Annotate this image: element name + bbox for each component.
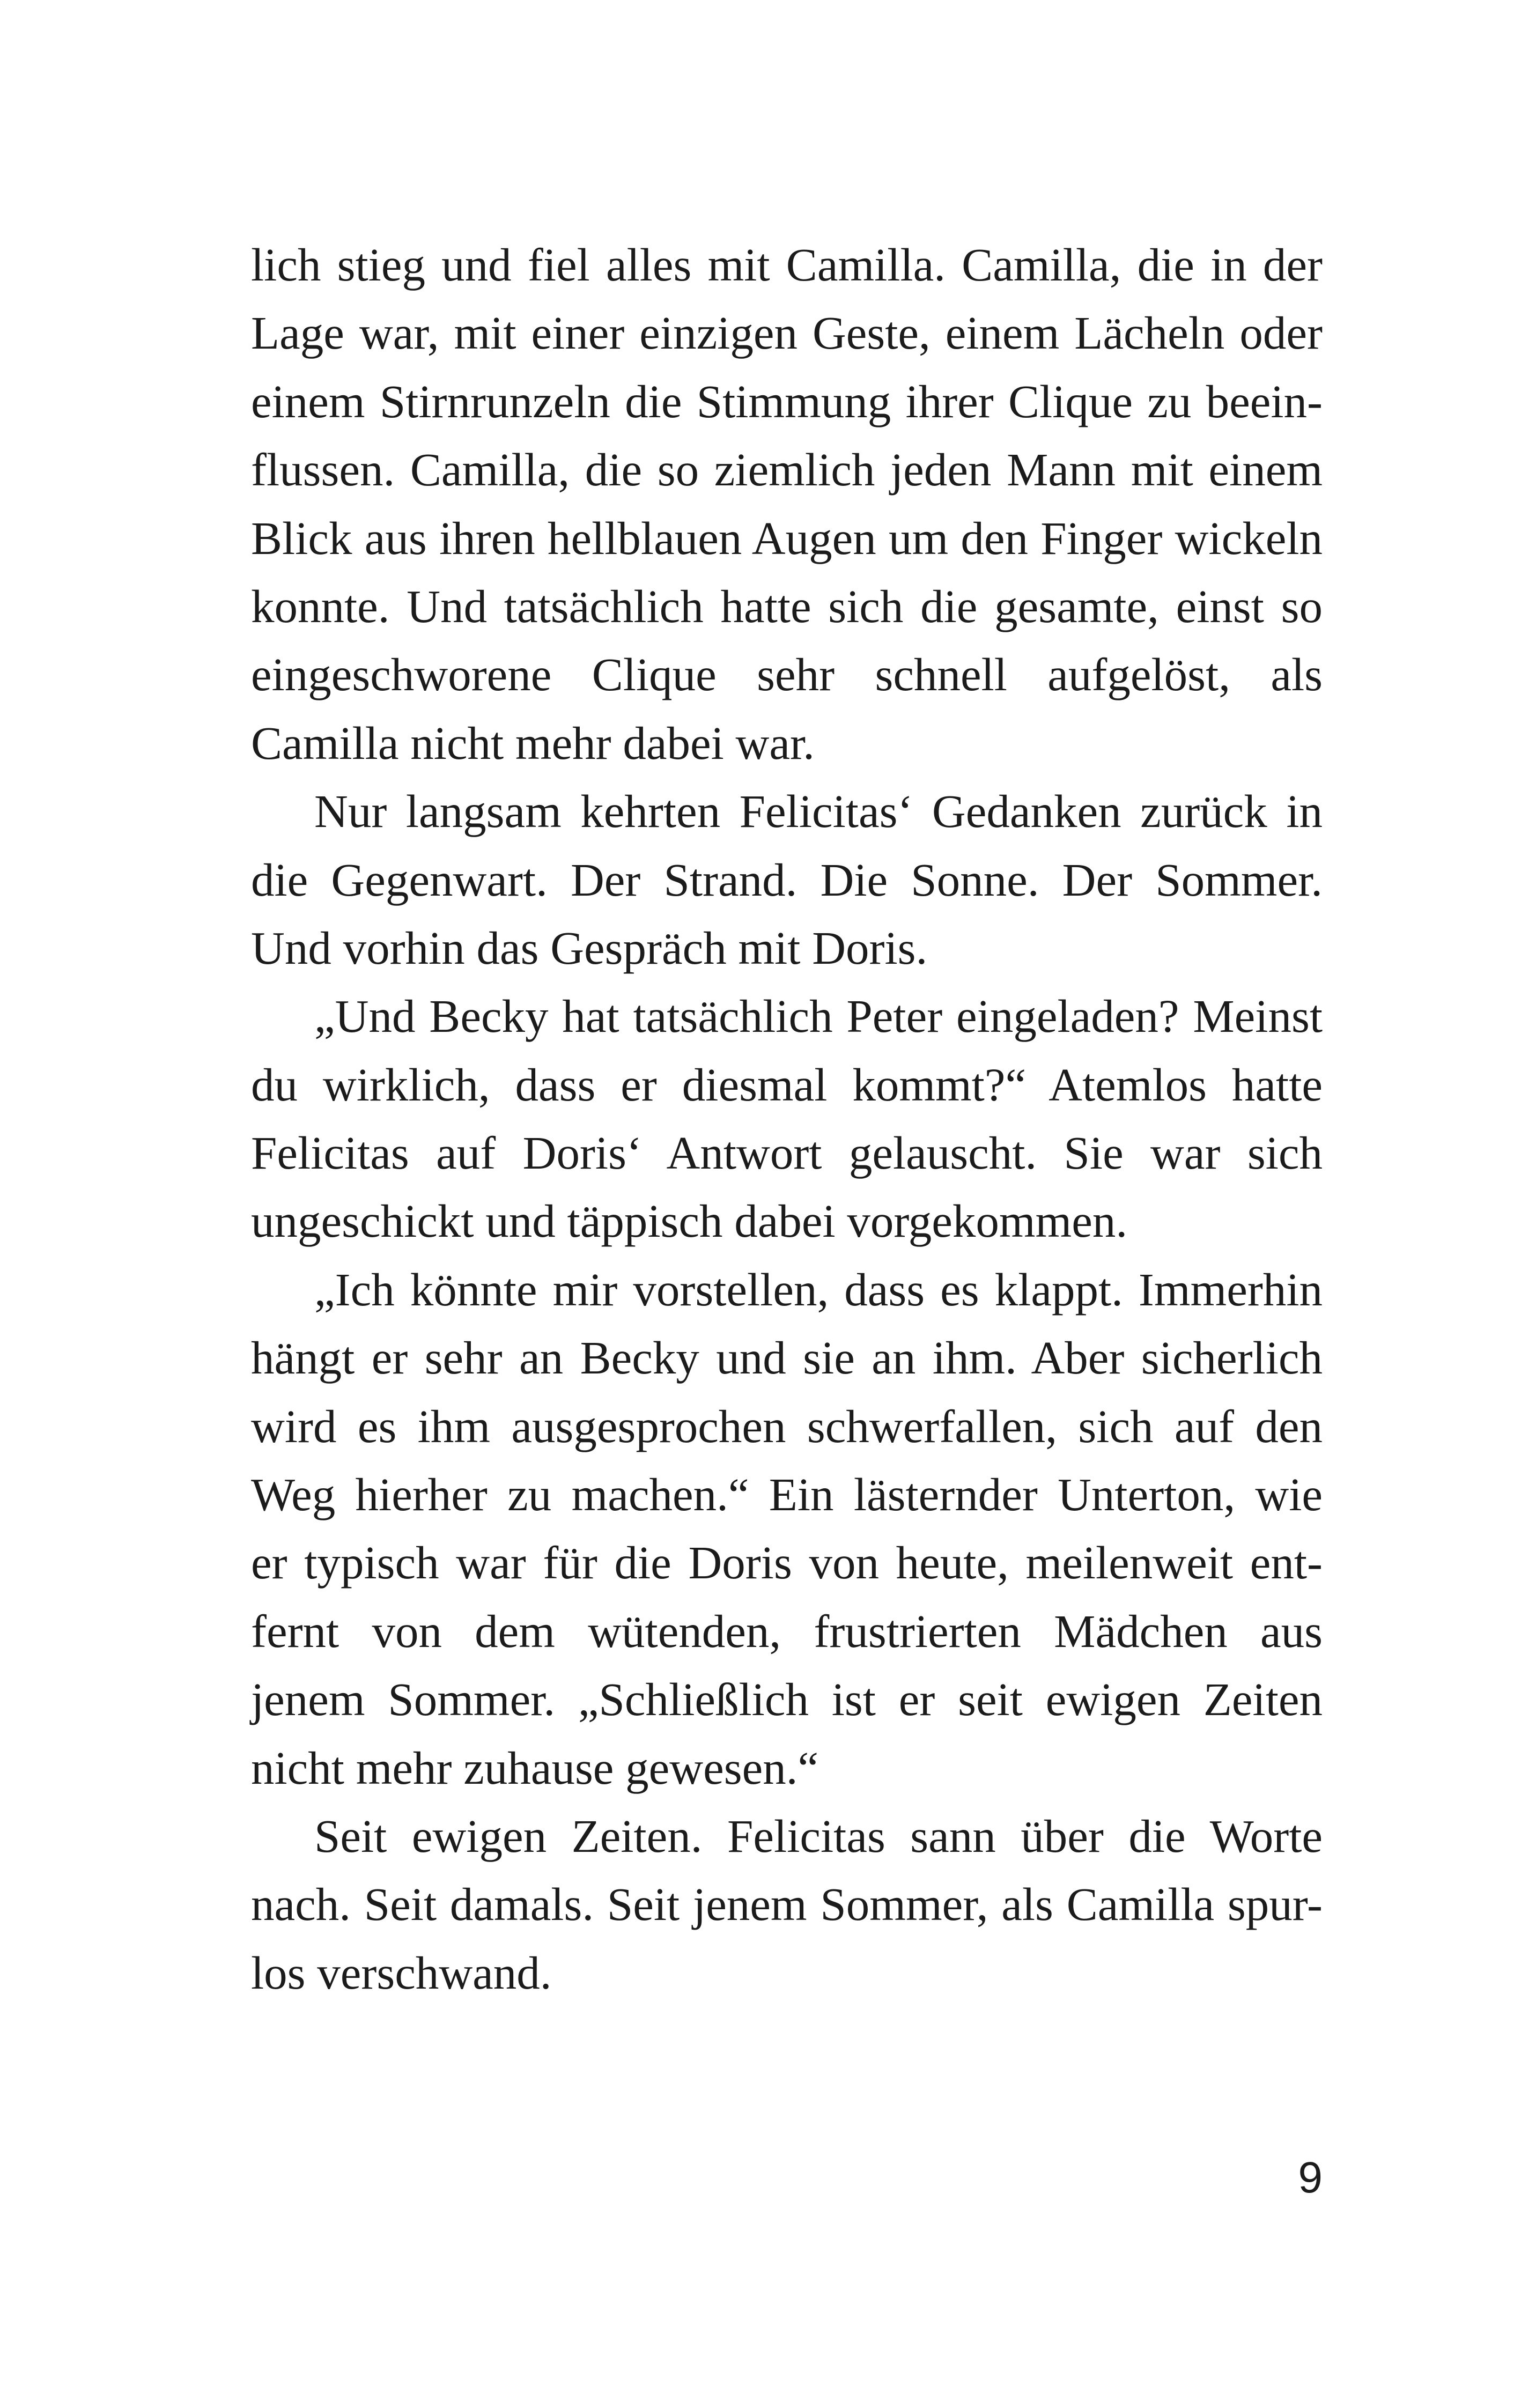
text-line: lich stieg und fiel alles mit Camilla. Camilla, die in der — [251, 239, 1323, 291]
paragraph-3 — [251, 982, 1323, 1255]
text-line: hängt er sehr an Becky und sie an ihm. Aber sicherlich — [251, 1332, 1323, 1384]
text-line: er typisch war für die Doris von heute, meilenweit ent- — [251, 1537, 1323, 1589]
text-line: die Gegenwart. Der Strand. Die Sonne. Der Sommer. — [251, 853, 1323, 906]
text-line: Lage war, mit einer einzigen Geste, einem Lächeln oder — [251, 307, 1323, 359]
text-line: Camilla nicht mehr dabei war. — [251, 717, 815, 769]
text-line: „Und Becky hat tatsächlich Peter eingeladen? Meinst — [314, 990, 1323, 1043]
text-line: Felicitas auf Doris‘ Antwort gelauscht. Sie war sich — [251, 1127, 1323, 1179]
text-line: du wirklich, dass er diesmal kommt?“ Atemlos hatte — [251, 1058, 1323, 1111]
paragraph-2 — [251, 777, 1323, 982]
text-line: Nur langsam kehrten Felicitas‘ Gedanken zurück in — [314, 785, 1323, 838]
text-line: Blick aus ihren hellblauen Augen um den Finger wickeln — [251, 512, 1323, 564]
text-line: jenem Sommer. „Schließlich ist er seit ewigen Zeiten — [251, 1673, 1323, 1726]
text-line: einem Stirnrunzeln die Stimmung ihrer Clique zu beein- — [251, 375, 1323, 427]
text-line: konnte. Und tatsächlich hatte sich die gesamte, einst so — [251, 580, 1323, 632]
text-line: nach. Seit damals. Seit jenem Sommer, als Camilla spur- — [251, 1878, 1323, 1931]
text-line: flussen. Camilla, die so ziemlich jeden Mann mit einem — [251, 444, 1323, 496]
text-line: „Ich könnte mir vorstellen, dass es klappt. Immerhin — [314, 1263, 1323, 1316]
text-line: nicht mehr zuhause gewesen.“ — [251, 1741, 819, 1794]
text-line: los verschwand. — [251, 1946, 552, 1999]
text-line: wird es ihm ausgesprochen schwerfallen, sich auf den — [251, 1400, 1323, 1452]
page-number: 9 — [1298, 2153, 1323, 2202]
text-line: Seit ewigen Zeiten. Felicitas sann über die Worte — [314, 1809, 1323, 1862]
paragraph-4 — [251, 1255, 1323, 1802]
text-line: Und vorhin das Gespräch mit Doris. — [251, 921, 928, 974]
paragraph-1 — [251, 231, 1323, 777]
text-line: fernt von dem wütenden, frustrierten Mädchen aus — [251, 1605, 1323, 1657]
text-line: eingeschworene Clique sehr schnell aufgelöst, als — [251, 648, 1323, 701]
paragraph-5 — [251, 1802, 1323, 2007]
text-line: ungeschickt und täppisch dabei vorgekommen. — [251, 1195, 1128, 1247]
body-text — [251, 231, 1323, 2007]
text-line: Weg hierher zu machen.“ Ein lästernder Unterton, wie — [251, 1468, 1323, 1521]
